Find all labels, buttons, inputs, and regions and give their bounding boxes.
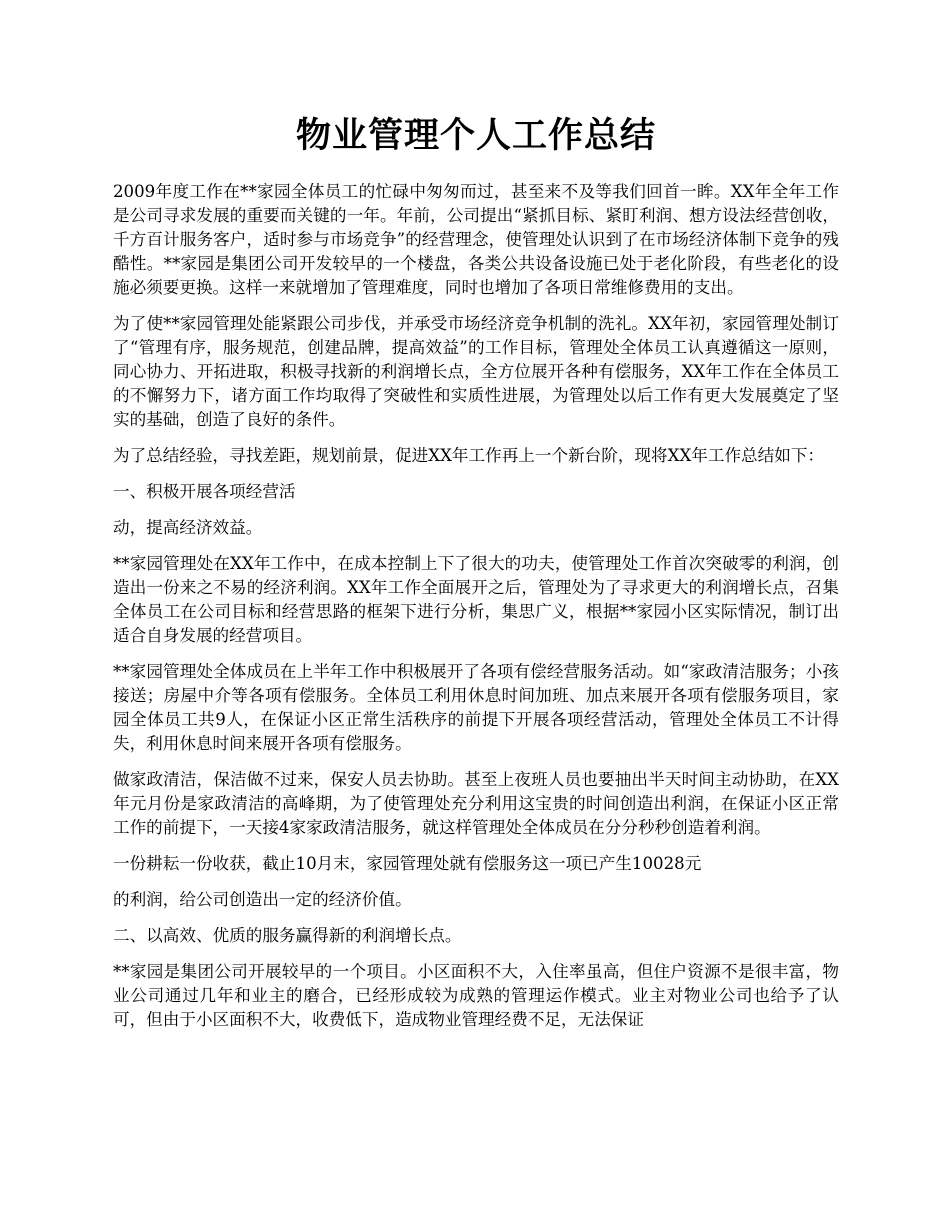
section-heading-2: 二、以高效、优质的服务赢得新的利润增长点。 <box>113 926 462 945</box>
document-page <box>113 112 839 1044</box>
paragraph-1: 2009年度工作在**家园全体员工的忙碌中匆匆而过，甚至来不及等我们回首一眸。XX年全年工作是公司寻求发展的重要而关键的一年。年前，公司提出“紧抓目标、紧盯利润、想方设法经营创收，千方百计服务客户，适时参与市场竞争”的经营理念，使管理处认识到了在市场经济体制下竞争的残酷性。**家园是集团公司开发较早的一个楼盘，各类公共设备设施已处于老化阶段，有些老化的设施必须要更换。这样一来就增加了管理难度，同时也增加了各项日常维修费用的支出。 <box>113 182 839 297</box>
paragraph-7: 一份耕耘一份收获，截止10月末，家园管理处就有偿服务这一项已产生10028元 <box>113 854 702 873</box>
paragraph-3: 为了总结经验，寻找差距，规划前景，促进XX年工作再上一个新台阶，现将XX年工作总结如下： <box>113 446 825 465</box>
paragraph-8: 的利润，给公司创造出一定的经济价值。 <box>113 890 412 909</box>
document-title: 物业管理个人工作总结 <box>295 115 656 156</box>
section-heading-1a: 一、积极开展各项经营活 <box>113 482 296 501</box>
section-heading-1b: 动，提高经济效益。 <box>113 518 263 537</box>
paragraph-4: **家园管理处在XX年工作中，在成本控制上下了很大的功夫，使管理处工作首次突破零的利润，创造出一份来之不易的经济利润。XX年工作全面展开之后，管理处为了寻求更大的利润增长点，召集全体员工在公司目标和经营思路的框架下进行分析，集思广义，根据**家园小区实际情况，制订出适合自身发展的经营项目。 <box>113 554 839 645</box>
paragraph-9: **家园是集团公司开展较早的一个项目。小区面积不大，入住率虽高，但住户资源不是很丰富，物业公司通过几年和业主的磨合，已经形成较为成熟的管理运作模式。业主对物业公司也给予了认可，但由于小区面积不大，收费低下，造成物业管理经费不足，无法保证 <box>113 962 839 1029</box>
paragraph-5: **家园管理处全体成员在上半年工作中积极展开了各项有偿经营服务活动。如“家政清洁服务；小孩接送；房屋中介等各项有偿服务。全体员工利用休息时间加班、加点来展开各项有偿服务项目，家园全体员工共9人，在保证小区正常生活秩序的前提下开展各项经营活动，管理处全体员工不计得失，利用休息时间来展开各项有偿服务。 <box>113 662 839 753</box>
paragraph-6: 做家政清洁，保洁做不过来，保安人员去协助。甚至上夜班人员也要抽出半天时间主动协助，在XX年元月份是家政清洁的高峰期，为了使管理处充分利用这宝贵的时间创造出利润，在保证小区正常工作的前提下，一天接4家家政清洁服务，就这样管理处全体成员在分分秒秒创造着利润。 <box>113 770 839 837</box>
paragraph-2: 为了使**家园管理处能紧跟公司步伐，并承受市场经济竞争机制的洗礼。XX年初，家园管理处制订了“管理有序，服务规范，创建品牌，提高效益”的工作目标，管理处全体员工认真遵循这一原则，同心协力、开拓进取，积极寻找新的利润增长点，全方位展开各种有偿服务，XX年工作在全体员工的不懈努力下，诸方面工作均取得了突破性和实质性进展，为管理处以后工作有更大发展奠定了坚实的基础，创造了良好的条件。 <box>113 314 839 429</box>
